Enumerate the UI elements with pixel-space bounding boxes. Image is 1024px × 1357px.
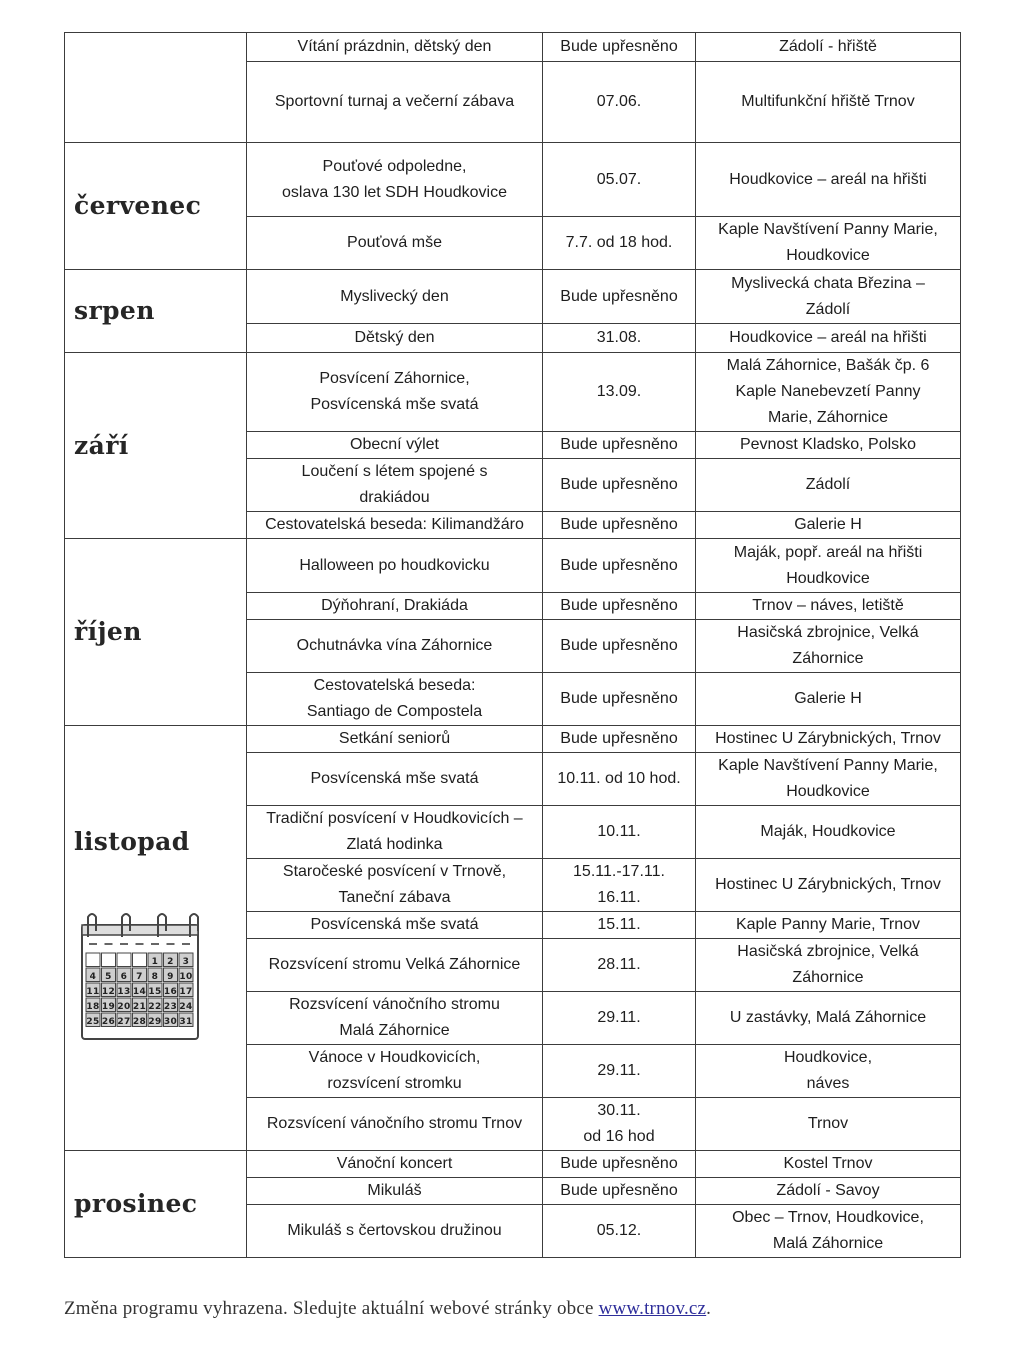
calendar-day-number: 22 [148, 1001, 162, 1012]
calendar-day-number: 17 [179, 986, 193, 997]
event-date-cell: 28.11. [543, 939, 696, 992]
event-place-cell: Hasičská zbrojnice, Velká Záhornice [696, 620, 961, 673]
event-date-cell: Bude upřesněno [543, 673, 696, 726]
calendar-day-number: 9 [167, 971, 174, 982]
calendar-day-number: 6 [120, 971, 128, 982]
event-name-cell: Vánoční koncert [247, 1151, 543, 1178]
event-place-cell: Kaple Navštívení Panny Marie, Houdkovice [696, 753, 961, 806]
month-cell [65, 353, 247, 539]
event-name-cell: Loučení s létem spojené s drakiádou [247, 459, 543, 512]
event-place-cell: Obec – Trnov, Houdkovice, Malá Záhornice [696, 1205, 961, 1258]
table-row [65, 33, 961, 62]
event-date-cell: 29.11. [543, 992, 696, 1045]
event-place-cell: Trnov – náves, letiště [696, 593, 961, 620]
event-place-cell: Pevnost Kladsko, Polsko [696, 432, 961, 459]
calendar-day-number: 13 [117, 986, 131, 997]
event-name-cell: Rozsvícení stromu Velká Záhornice [247, 939, 543, 992]
event-date-cell: Bude upřesněno [543, 1178, 696, 1205]
event-place-cell: Maják, popř. areál na hřišti Houdkovice [696, 539, 961, 593]
calendar-day-number: 25 [86, 1016, 100, 1027]
event-name-cell: Obecní výlet [247, 432, 543, 459]
event-name-cell: Posvícenská mše svatá [247, 912, 543, 939]
calendar-weekday-mark [182, 943, 190, 945]
event-place-cell: Zádolí - Savoy [696, 1178, 961, 1205]
calendar-day-number: 23 [163, 1001, 178, 1012]
event-place-cell: Hasičská zbrojnice, Velká Záhornice [696, 939, 961, 992]
calendar-day-number: 18 [86, 1001, 100, 1012]
event-date-cell: 29.11. [543, 1045, 696, 1098]
event-date-cell: Bude upřesněno [543, 539, 696, 593]
event-place-cell: Kostel Trnov [696, 1151, 961, 1178]
event-date-cell: 10.11. od 10 hod. [543, 753, 696, 806]
event-date-cell: Bude upřesněno [543, 593, 696, 620]
events-table [64, 32, 961, 1258]
event-date-cell: 15.11.-17.11. 16.11. [543, 859, 696, 912]
calendar-day-number: 27 [117, 1016, 131, 1027]
event-date-cell: 10.11. [543, 806, 696, 859]
calendar-day-number: 7 [136, 971, 143, 982]
event-name-cell: Posvícenská mše svatá [247, 753, 543, 806]
event-place-cell: Hostinec U Zárybnických, Trnov [696, 726, 961, 753]
event-name-cell: Tradiční posvícení v Houdkovicích – Zlatá hodinka [247, 806, 543, 859]
event-date-cell: Bude upřesněno [543, 620, 696, 673]
table-row [65, 726, 961, 753]
event-name-cell: Rozsvícení vánočního stromu Malá Záhornice [247, 992, 543, 1045]
calendar-day-cell [133, 953, 147, 967]
event-date-cell: Bude upřesněno [543, 270, 696, 324]
footer-note [64, 1298, 711, 1320]
calendar-day-number: 4 [89, 971, 97, 982]
event-name-cell: Cestovatelská beseda: Kilimandžáro [247, 512, 543, 539]
calendar-top-bar [82, 925, 198, 935]
calendar-day-number: 2 [167, 956, 174, 967]
event-name-cell: Halloween po houdkovicku [247, 539, 543, 593]
event-name-cell: Cestovatelská beseda: Santiago de Compostela [247, 673, 543, 726]
event-date-cell: Bude upřesněno [543, 459, 696, 512]
event-place-cell: Houdkovice – areál na hřišti [696, 324, 961, 353]
month-label: prosinec [74, 1189, 198, 1218]
calendar-day-number: 21 [132, 1001, 147, 1012]
event-place-cell: Zádolí [696, 459, 961, 512]
calendar-day-number: 29 [148, 1016, 162, 1027]
calendar-graphic [78, 911, 202, 1043]
event-place-cell: Kaple Panny Marie, Trnov [696, 912, 961, 939]
calendar-day-number: 24 [179, 1001, 193, 1012]
event-name-cell: Dětský den [247, 324, 543, 353]
calendar-day-number: 12 [101, 986, 116, 997]
table-row [65, 353, 961, 432]
table-row [65, 143, 961, 217]
event-name-cell: Setkání seniorů [247, 726, 543, 753]
website-link[interactable]: www.trnov.cz [598, 1298, 707, 1319]
event-date-cell: 13.09. [543, 353, 696, 432]
event-date-cell: 07.06. [543, 62, 696, 143]
event-name-cell: Ochutnávka vína Záhornice [247, 620, 543, 673]
event-name-cell: Posvícení Záhornice, Posvícenská mše svatá [247, 353, 543, 432]
event-name-cell: Dýňohraní, Drakiáda [247, 593, 543, 620]
calendar-icon [78, 911, 242, 1048]
calendar-weekday-mark [89, 943, 97, 945]
calendar-day-number: 16 [163, 986, 178, 997]
calendar-day-number: 20 [117, 1001, 131, 1012]
month-label: srpen [74, 296, 155, 325]
calendar-day-number: 15 [148, 986, 162, 997]
table-row [65, 539, 961, 593]
event-place-cell: Trnov [696, 1098, 961, 1151]
event-name-cell: Staročeské posvícení v Trnově, Taneční zábava [247, 859, 543, 912]
event-name-cell: Rozsvícení vánočního stromu Trnov [247, 1098, 543, 1151]
month-cell [65, 33, 247, 143]
event-place-cell: Maják, Houdkovice [696, 806, 961, 859]
event-date-cell: 7.7. od 18 hod. [543, 217, 696, 270]
event-name-cell: Vánoce v Houdkovicích, rozsvícení stromku [247, 1045, 543, 1098]
event-place-cell: Houdkovice, náves [696, 1045, 961, 1098]
event-date-cell: 30.11. od 16 hod [543, 1098, 696, 1151]
month-label: září [74, 430, 129, 460]
event-date-cell: Bude upřesněno [543, 512, 696, 539]
table-row [65, 270, 961, 324]
event-date-cell: Bude upřesněno [543, 726, 696, 753]
events-table-body [65, 33, 961, 1258]
event-name-cell: Pouťové odpoledne, oslava 130 let SDH Houdkovice [247, 143, 543, 217]
event-name-cell: Sportovní turnaj a večerní zábava [247, 62, 543, 143]
calendar-day-number: 26 [101, 1016, 116, 1027]
calendar-day-number: 28 [132, 1016, 147, 1027]
table-row [65, 1151, 961, 1178]
calendar-day-number: 30 [163, 1016, 178, 1027]
event-date-cell: 05.12. [543, 1205, 696, 1258]
event-date-cell: Bude upřesněno [543, 33, 696, 62]
calendar-day-number: 14 [132, 986, 147, 997]
event-name-cell: Vítání prázdnin, dětský den [247, 33, 543, 62]
footer-text: Změna programu vyhrazena. Sledujte aktuální webové stránky obce [64, 1298, 599, 1319]
event-name-cell: Mikuláš s čertovskou družinou [247, 1205, 543, 1258]
event-place-cell: Myslivecká chata Březina – Zádolí [696, 270, 961, 324]
event-place-cell: Malá Záhornice, Bašák čp. 6 Kaple Nanebevzetí Panny Marie, Záhornice [696, 353, 961, 432]
calendar-day-number: 8 [151, 971, 159, 982]
event-place-cell: U zastávky, Malá Záhornice [696, 992, 961, 1045]
calendar-weekday-mark [151, 943, 159, 945]
event-place-cell: Galerie H [696, 673, 961, 726]
calendar-day-number: 1 [151, 956, 159, 967]
calendar-day-number: 5 [105, 971, 112, 982]
calendar-day-number: 19 [101, 1001, 116, 1012]
calendar-weekday-mark [167, 943, 175, 945]
event-name-cell: Mikuláš [247, 1178, 543, 1205]
event-date-cell: 31.08. [543, 324, 696, 353]
event-date-cell: 15.11. [543, 912, 696, 939]
calendar-day-cell [86, 953, 100, 967]
month-cell [65, 726, 247, 1151]
event-place-cell: Kaple Navštívení Panny Marie, Houdkovice [696, 217, 961, 270]
calendar-day-number: 31 [179, 1016, 193, 1027]
event-name-cell: Myslivecký den [247, 270, 543, 324]
calendar-weekday-mark [136, 943, 144, 945]
month-cell [65, 539, 247, 726]
event-place-cell: Galerie H [696, 512, 961, 539]
event-date-cell: 05.07. [543, 143, 696, 217]
calendar-day-number: 11 [86, 986, 100, 997]
event-date-cell: Bude upřesněno [543, 432, 696, 459]
month-cell [65, 1151, 247, 1258]
footer-end: . [706, 1298, 712, 1319]
month-label: říjen [74, 617, 142, 646]
calendar-day-cell [117, 953, 131, 967]
month-label: listopad [74, 826, 190, 856]
event-place-cell: Multifunkční hřiště Trnov [696, 62, 961, 143]
calendar-weekday-mark [105, 943, 113, 945]
event-place-cell: Zádolí - hřiště [696, 33, 961, 62]
event-place-cell: Houdkovice – areál na hřišti [696, 143, 961, 217]
calendar-weekday-mark [120, 943, 128, 945]
calendar-day-cell [102, 953, 116, 967]
calendar-day-number: 10 [179, 971, 193, 982]
month-cell [65, 143, 247, 270]
event-place-cell: Hostinec U Zárybnických, Trnov [696, 859, 961, 912]
event-date-cell: Bude upřesněno [543, 1151, 696, 1178]
month-cell [65, 270, 247, 353]
month-label: červenec [74, 191, 202, 220]
event-name-cell: Pouťová mše [247, 217, 543, 270]
calendar-day-number: 3 [182, 956, 190, 967]
